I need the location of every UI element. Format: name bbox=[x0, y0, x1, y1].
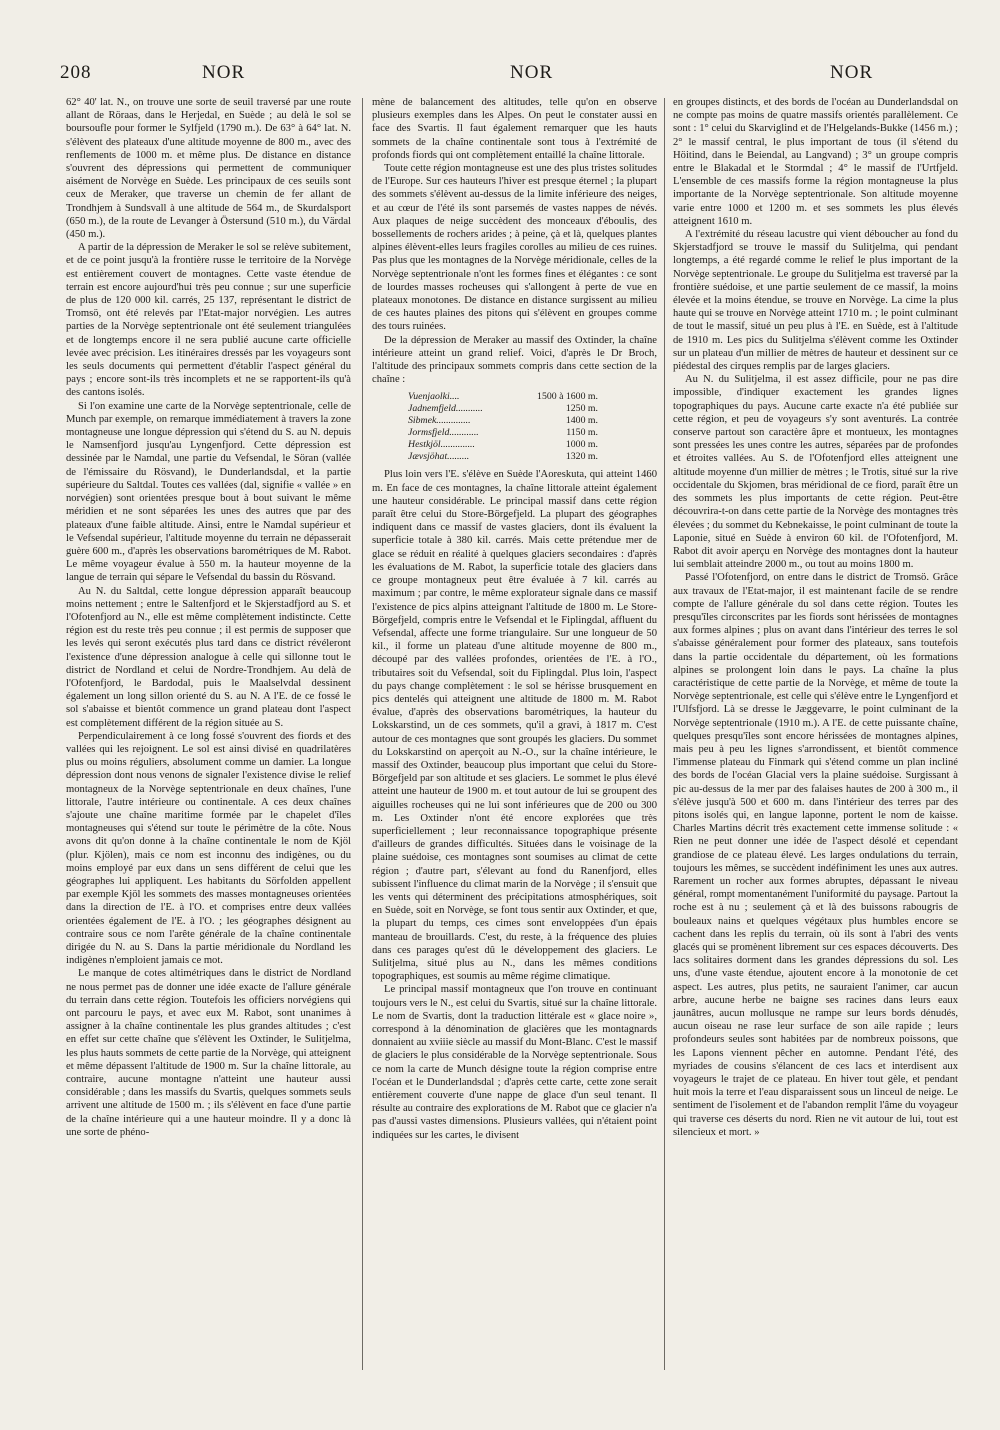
paragraph: Le manque de cotes altimétriques dans le district de Nordland ne nous permet pas de donner une idée exacte de l'allure générale du terrain dans cette région. Toutefois les officiers norvégiens qui ont parcouru le pays, et avec eux M. Rabot, sont unanimes à assigner à la chaîne continentale les plus grandes altitudes ; c'est en effet sur cette chaîne que s'élèvent les Oxtinder, le Sulitjelma, les plus hauts sommets de cette partie de la Norvège, qui atteignent et même dépassent l'altitude de 1900 m. Sur la chaîne littorale, au contraire, aucune montagne n'atteint une hauteur aussi considérable ; dans les massifs du Svartis, quelques sommets seuls arrivent une altitude de 1500 m. ; ils s'élèvent en face d'une partie de la chaîne intérieure qui a une hauteur moindre. Il y a donc là une sorte de phéno- bbox=[66, 968, 351, 1138]
peak-altitude: 1500 à 1600 m. bbox=[537, 391, 598, 403]
peak-name: Jadnemfjeld........... bbox=[408, 403, 483, 415]
text-column-1 bbox=[66, 96, 351, 1139]
peak-altitude: 1320 m. bbox=[565, 451, 598, 463]
text-column-2 bbox=[372, 96, 657, 1142]
altitude-row bbox=[408, 427, 598, 439]
altitude-row bbox=[408, 439, 598, 451]
paragraph: Au N. du Saltdal, cette longue dépression apparaît beaucoup moins nettement ; entre le Saltenfjord et le Skjerstadfjord au S. et l'Ofotenfjord au N., elle est même complètement indistincte. Cette région est du reste très peu connue ; il est permis de supposer que les levés qui seront exécutés plus tard dans ce district révéleront l'existence d'une dépression analogue à celle qui sillonne tout le district de Nordland et celui de Nordre-Trondhjem. Au delà de l'Ofotenfjord, le Bardodal, puis le Maalselvdal dessinent également un long sillon orienté du S. au N. A l'E. de ce fossé le sol s'abaisse et bientôt commence un grand plateau dont l'aspect est complètement différent de la région située au S. bbox=[66, 585, 351, 729]
paragraph: De la dépression de Meraker au massif des Oxtinder, la chaîne intérieure atteint un grand relief. Voici, d'après le Dr Broch, l'altitude des principaux sommets compris dans cette section de la chaîne : bbox=[372, 334, 657, 386]
paragraph: Le principal massif montagneux que l'on trouve en continuant toujours vers le N., est celui du Svartis, situé sur la chaîne littorale. Le nom de Svartis, dont la traduction littérale est « glace noire », correspond à la dénomination de glacières que les montagnards donnaient au xviiie siècle au massif du Mont-Blanc. C'est le massif de glaciers le plus considérable de la Norvège septentrionale. Sous ce nom la carte de Munch désigne toute la région comprise entre l'océan et le Dunderlandsdal ; d'après cette carte, cette zone serait entièrement couverte d'une nappe de glace d'un seul tenant. Il résulte au contraire des explorations de M. Rabot que ce glacier n'a pas d'aussi vastes dimensions. Plusieurs vallées, qui n'étaient point indiquées sur les cartes, le divisent bbox=[372, 984, 657, 1141]
peak-name: Jormsfjeld............ bbox=[408, 427, 479, 439]
paragraph: Au N. du Sulitjelma, il est assez difficile, pour ne pas dire impossible, d'indiquer exactement les grandes lignes topographiques du pays. Aucune carte exacte n'a été publiée sur cette région, et peu de voyageurs s'y sont aventurés. La contrée conserve partout son caractère âpre et montueux, les montagnes sont pressées les unes contre les autres, séparées par de profondes et étroites vallées. Au S. de l'Ofotenfjord elles atteignent une altitude moyenne d'un millier de mètres ; le Trotis, situé sur la rive occidentale du Skjomen, bras méridional de ce fiord, paraît être un des sommets les plus importants de cette région. Peut-être découvrira-t-on dans cette partie de la Norvège des montagnes très élevées ; du sommet du Kebnekaisse, le point culminant de toute la Laponie, situé en Suède à environ 60 kil. de l'Ofotenfjord, M. Rabot dit avoir aperçu en Norvège des montagnes dont la hauteur lui semblait atteindre 2000 m., ou tout au moins 1800 m. bbox=[673, 374, 958, 571]
headword-left: NOR bbox=[202, 62, 246, 83]
altitude-row bbox=[408, 451, 598, 463]
peak-altitude: 1400 m. bbox=[565, 415, 598, 427]
paragraph: Toute cette région montagneuse est une des plus tristes solitudes de l'Europe. Sur ces hauteurs l'hiver est presque éternel ; la plupart des sommets s'élèvent au-dessus de la limite inférieure des neiges, et au cœur de l'été ils sont parsemés de vastes nappes de névés. Aux plaques de neige succèdent des monceaux d'éboulis, des bossellements de rochers arides ; à peine, çà et là, quelques plantes alpines élèvent-elles leurs fragiles corolles au milieu de ces ruines. Pas plus que les montagnes de la Norvège méridionale, celles de la Norvège septentrionale n'ont les formes fines et élégantes : ce sont de lourdes masses rocheuses qui s'allongent à perte de vue en plateaux monotones. De distance en distance surgissent au milieu de ces hautes plaines des pitons qui s'élèvent en groupes comme des tours ruinées. bbox=[372, 163, 657, 333]
headword-right: NOR bbox=[830, 62, 874, 83]
paragraph: en groupes distincts, et des bords de l'océan au Dunderlandsdal on ne compte pas moins de quatre massifs orientés parallèlement. Ce sont : 1° celui du Skarviglind et de l'Helgelands-Bukke (1456 m.) ; 2° le massif central, le plus important de tous (il s'étend du Höitind, dans le Beiendal, au Langvand) ; 3° un groupe compris entre le Blakadal et le Stormdal ; 4° le massif de l'Urtfjeld. L'ensemble de ces massifs forme la région montagneuse la plus importante de la Norvège septentrionale. Son altitude moyenne varie entre 1000 et 1200 m. et ses sommets les plus élevés atteignent 1610 m. bbox=[673, 97, 958, 227]
paragraph: Passé l'Ofotenfjord, on entre dans le district de Tromsö. Grâce aux travaux de l'Etat-major, il est maintenant facile de se rendre compte de l'allure générale du sol dans cette région. Toutes les presqu'îles circonscrites par les fiords sont hérissées de montagnes aux formes alpines ; plus on avant dans l'intérieur des terres le sol s'abaisse généralement pour former des plateaux, sans toutefois dans la partie occidentale du département, où les formations alpines se prolongent loin dans le pays. La chaîne la plus caractéristique de cette partie de la Norvège, et même de toute la Norvège septentrionale, est celle qui s'élève entre le Lyngenfjord et l'Ulfsfjord. Là se dresse le Jæggevarre, le point culminant de la Norvège septentrionale (1910 m.). A l'E. de cette puissante chaîne, quelques presqu'îles sont encore hérissées de montagnes alpines, mais peu à peu les lignes s'arrondissent, et bientôt commence l'immense plateau du Finmark qui s'étend comme un plan incliné des bords de l'océan Glacial vers la plaine suédoise. Surgissant à pic au-dessus de la mer par des falaises hautes de 200 à 300 m., il s'élève jusqu'à 500 et 600 m. dans l'intérieur des terres par des pitons isolés qui, en langue laponne, portent le nom de kaisse. Charles Martins décrit très exactement cette immense solitude : « Rien ne peut donner une idée de l'aspect désolé et cependant grandiose de ce plateau élevé. Les larges ondulations du terrain, toujours les mêmes, se succèdent indéfiniment les unes aux autres. Rarement un rocher aux formes abruptes, dépassant le niveau général, rompt momentanément l'uniformité du paysage. Partout la roche est à nu ; seulement çà et là des buissons rabougris de bouleaux nains et quelques végétaux plus humbles encore se cachent dans les replis du terrain, où ils sont à l'abri des vents glacés qui se promènent librement sur ces espaces découverts. Des lacs solitaires dorment dans les grandes dépressions du sol. Les uns, d'une vaste étendue, ajoutent encore à la monotonie de cet aspect. Les autres, plus petits, ne sauraient l'animer, car aucun arbre, aucune herbe ne baigne ses racines dans leurs eaux jaunâtres, aucun mollusque ne rampe sur leurs bords dénudés, aucun oiseau ne rase leur surface de son aile rapide ; leurs profondeurs seules sont habitées par de nombreux poissons, que les Lapons viennent pêcher en automne. Pendant l'été, des myriades de cousins s'élancent de ces lacs et interdisent aux voyageurs le trajet de ce plateau. En hiver tout gèle, et pendant huit mois la terre et l'eau disparaissent sous un linceul de neige. Le sentiment de l'isolement et de l'abandon remplit l'âme du voyageur qui traverse ces déserts du nord. Rien ne vit autour de lui, tout est silencieux et mort. » bbox=[673, 572, 958, 1138]
paragraph: 62° 40' lat. N., on trouve une sorte de seuil traversé par une route allant de Röraas, dans le Herjedal, en Suède ; au delà le sol se boursoufle pour former le Sylfjeld (1790 m.). De 63° à 64° lat. N. s'élèvent des plateaux d'une altitude moyenne de 800 m., avec des renflements de 1000 m. et même plus. De distance en distance s'ouvrent des dépressions qui permettent de communiquer aisément de Norvège en Suède. Les principaux de ces seuils sont ceux de Meraker, que traverse un chemin de fer allant de Trondhjem à Sundsvall à une altitude de 564 m., de Skurdalsport (650 m.), de la route de Levanger à Östersund (510 m.), du Värdal (450 m.). bbox=[66, 97, 351, 241]
text-column-3 bbox=[673, 96, 958, 1139]
altitude-row bbox=[408, 415, 598, 427]
page-number: 208 bbox=[60, 62, 92, 83]
column-rule bbox=[362, 98, 363, 1370]
peak-name: Jævsjöhat......... bbox=[408, 451, 470, 463]
peak-name: Sibmek.............. bbox=[408, 415, 471, 427]
altitude-table bbox=[408, 391, 598, 463]
paragraph: Perpendiculairement à ce long fossé s'ouvrent des fiords et des vallées qui les rejoignent. Le sol est ainsi divisé en quadrilatères plus ou moins réguliers, absolument comme un damier. La longue dépression dont nous venons de signaler l'existence divise le relief montagneux de la Norvège septentrionale en deux chaînes, l'une littorale, l'autre intérieure ou continentale. A ces deux chaînes s'ajoute une chaîne maritime formée par le chapelet d'îles montagneuses qui s'étend sur toute le périmètre de la côte. Nous avons dit qu'on donne à la chaîne continentale le nom de Kjöl (plur. Kjölen), mais ce nom est inconnu des indigènes, ou du moins employé par eux dans un sens différent de celui que les géographes lui appliquent. Les habitants du Sörfolden appellent par exemple Kjöl les sommets des masses montagneuses orientées dans la direction de l'E. à l'O. et comprises entre deux vallées orientées également de l'E. à l'O. ; les géographes désignent au contraire sous ce nom l'arête générale de la chaîne continentale dirigée du N. au S. Dans la partie méridionale du Nordland les indigènes n'emploient jamais ce mot. bbox=[66, 730, 351, 967]
paragraph: Plus loin vers l'E. s'élève en Suède l'Aoreskuta, qui atteint 1460 m. En face de ces montagnes, la chaîne littorale atteint également une hauteur considérable. Le principal massif dans cette région paraît être celui du Store-Börgefjeld. La plupart des géographes indiquent dans ce massif de vastes glaciers, dont ils évaluent la superficie totale à 380 kil. carrés. Mais cette prétendue mer de glace se réduit en réalité à quelques glaciers secondaires : d'après les évaluations de M. Rabot, la superficie totale des glaciers dans ce groupe montagneux peut être évaluée à 7 kil. carrés au maximum ; par contre, le même explorateur signale dans ce massif l'existence de pics alpins atteignant l'altitude de 1800 m. Le Store-Börgefjeld, compris entre le Vefsendal et le Fiplingdal, affluent du Vefsendal, affecte une forme triangulaire. Sur une longueur de 50 kil., il forme un plateau d'une altitude moyenne de 800 m., découpé par des vallées profondes, orientées de l'E. à l'O., tributaires soit du Vefsendal, soit du Fiplingdal. Plus loin, l'aspect du pays change complètement : le sol se hérisse brusquement en pics dentelés qui atteignent une altitude de 1800 m. M. Rabot évalue, d'après des observations barométriques, la hauteur du Lokskarstind, un de ces sommets, qu'il a gravi, à 1817 m. C'est autour de ces montagnes que sont groupés les glaciers. Du sommet du Lokskarstind on aperçoit au N.-O., sur la chaîne intérieure, le massif des Oxtinder, beaucoup plus important que celui du Store-Börgefjeld par son altitude et ses glaciers. Le sommet le plus élevé atteint une hauteur de 1900 m. et tout autour de lui se groupent des aiguilles rocheuses qui ne lui sont inférieures que de 200 ou 300 m. Les Oxtinder n'ont été encore explorées que très superficiellement ; leur reconnaissance topographique présente d'ailleurs de grandes difficultés. Situées dans le voisinage de la plaine suédoise, ces montagnes sont soumises au climat de cette région ; d'autre part, s'élevant au fond du Ranenfjord, elles subissent l'influence du climat marin de la Norvège ; il s'ensuit que les vents qui déterminent des précipitations atmosphériques, soit en Suède, soit en Norvège, se font tous sentir aux Oxtinder, et que, la plupart du temps, ces cimes sont enveloppées d'un épais manteau de brouillards. C'est, du reste, à la fréquence des pluies dans ces parages qu'est dû le développement des glaciers. Le Sulitjelma, situé plus au N., dans les mêmes conditions topographiques, est soumis au même régime climatique. bbox=[372, 469, 657, 983]
headword-center: NOR bbox=[510, 62, 554, 83]
altitude-row bbox=[408, 391, 598, 403]
peak-altitude: 1000 m. bbox=[565, 439, 598, 451]
peak-altitude: 1250 m. bbox=[565, 403, 598, 415]
paragraph: Si l'on examine une carte de la Norvège septentrionale, celle de Munch par exemple, on remarque immédiatement à travers la zone montagneuse une longue dépression qui s'étend du S. au N. depuis le Namsenfjord jusqu'au Lyngenfjord. Cette dépression est dessinée par le Namdal, une partie du Vefsendal, le Söran (vallée de l'émissaire du Rösvand), le Dunderlandsdal, et la partie supérieure du Saltdal. Toutes ces vallées (dal, signifie « vallée » en norvégien) sont orientées presque bout à bout suivant le même méridien et ne sont séparées les unes des autres que par des plateaux d'une faible altitude. Ainsi, entre le Namdal supérieur et le Vefsendal supérieur, l'altitude moyenne du terrain ne dépasserait guère 600 m., d'après les observations barométriques de M. Rabot. Le même voyageur évalue à 550 m. la hauteur moyenne de la langue de terrain qui sépare le Vefsendal du bassin du Rösvand. bbox=[66, 400, 351, 584]
running-header bbox=[60, 62, 940, 86]
altitude-row bbox=[408, 403, 598, 415]
column-rule bbox=[664, 98, 665, 1370]
paragraph: mène de balancement des altitudes, telle qu'on en observe plusieurs exemples dans les Alpes. On peut le constater aussi en face des Svartis. Il faut également remarquer que les hauts sommets de la chaîne continentale sont tous à l'extrémité de profonds fiords qui ont complètement entaillé la chaîne littorale. bbox=[372, 97, 657, 161]
paragraph: A partir de la dépression de Meraker le sol se relève subitement, et de ce point jusqu'à la frontière russe le territoire de la Norvège est entièrement couvert de montagnes. Cette vaste étendue de terrain est encore aujourd'hui très peu connue ; sur une superficie de plus de 120 000 kil. carrés, 25 137, représentant le district de Tromsö, ont été relevés par l'Etat-major norvégien. Les autres parties de la Norvège septentrionale ont été seulement triangulées et de longtemps encore il ne sera publié aucune carte officielle levée avec précision. Les itinéraires dressés par les voyageurs sont les seuls documents qui permettent d'établir l'aspect général du pays ; encore sont-ils très incomplets et ne se rapportent-ils qu'à des cantons isolés. bbox=[66, 242, 351, 399]
peak-name: Hestkjöl.............. bbox=[408, 439, 475, 451]
paragraph: A l'extrémité du réseau lacustre qui vient déboucher au fond du Skjerstadfjord se trouve le massif du Sulitjelma, qui pendant longtemps, a été regardé comme le relief le plus important de la Norvège septentrionale. Le groupe du Sulitjelma est traversé par la frontière suédoise, et une partie seulement de ce massif, la moins élevée et la moins étendue, se trouve en Norvège. La cime la plus haute qui se trouve en Norvège atteint 1710 m. ; le point culminant de tout le massif, situé un peu plus à l'E. en Suède, est à l'altitude de 1910 m. Les pics du Sulitjelma s'élèvent comme les Oxtinder sur un plateau d'un millier de mètres de hauteur et dessinent sur ce piédestal des cirques remplis par de larges glaciers. bbox=[673, 229, 958, 373]
peak-altitude: 1150 m. bbox=[566, 427, 598, 439]
peak-name: Vuenjaolki.... bbox=[408, 391, 460, 403]
